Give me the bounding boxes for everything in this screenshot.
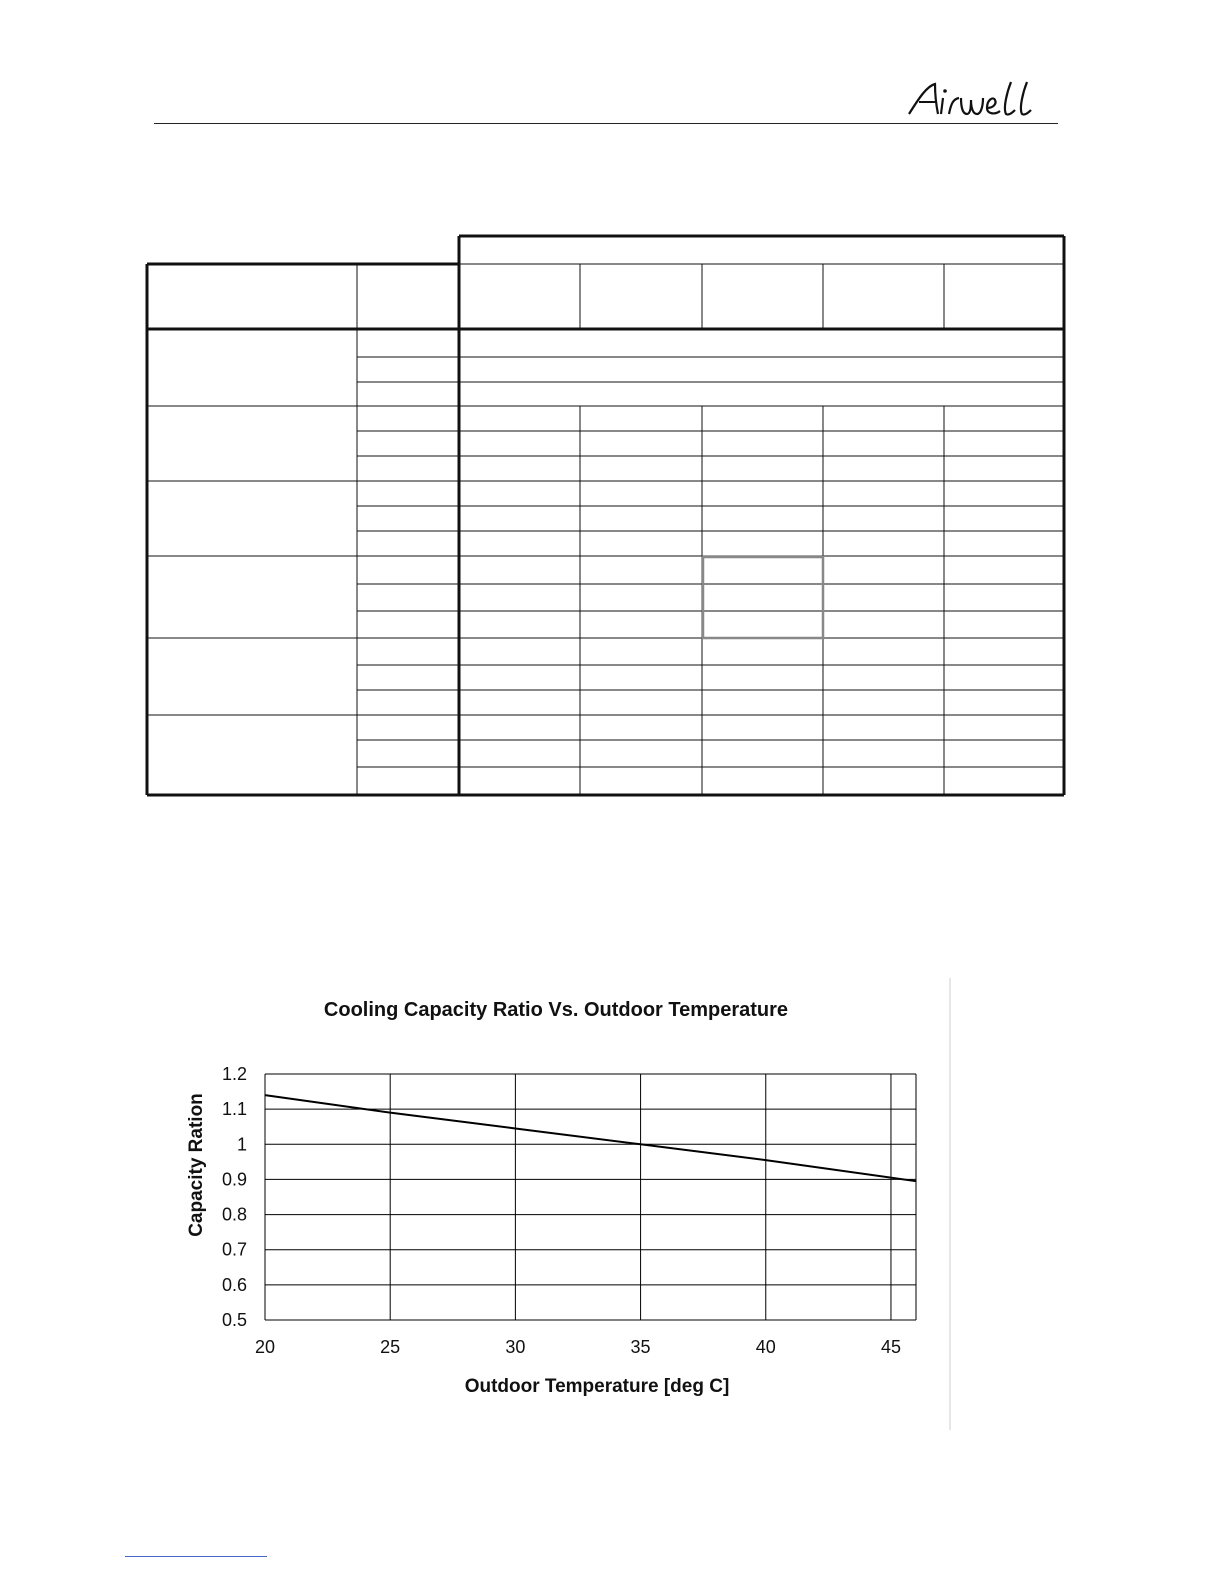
chart-title: Cooling Capacity Ratio Vs. Outdoor Temperature <box>323 999 789 1021</box>
y-tick-label: 0.7 <box>221 1239 247 1260</box>
series-line <box>265 1095 916 1181</box>
x-tick-label: 25 <box>380 1337 401 1357</box>
x-axis-label: Outdoor Temperature [deg C] <box>464 1376 730 1397</box>
y-tick-label: 1.1 <box>221 1099 247 1120</box>
y-tick-label: 0.9 <box>221 1169 247 1190</box>
y-axis-label: Capacity Ration <box>186 1093 207 1237</box>
y-tick-label: 0.5 <box>221 1310 247 1330</box>
x-tick-label: 35 <box>630 1337 651 1357</box>
y-tick-label: 1 <box>236 1134 247 1155</box>
x-tick-label: 45 <box>880 1337 901 1357</box>
highlighted-cell <box>703 557 823 638</box>
x-tick-label: 30 <box>505 1337 526 1357</box>
footer-link-underline <box>125 1556 267 1557</box>
x-tick-label: 40 <box>755 1337 776 1357</box>
capacity-ratio-chart <box>0 960 1224 1460</box>
y-tick-label: 1.2 <box>221 1064 247 1084</box>
chart-plot-area <box>222 1064 916 1357</box>
x-tick-label: 20 <box>254 1337 276 1357</box>
y-tick-label: 0.8 <box>221 1204 247 1225</box>
y-tick-label: 0.6 <box>221 1274 247 1295</box>
